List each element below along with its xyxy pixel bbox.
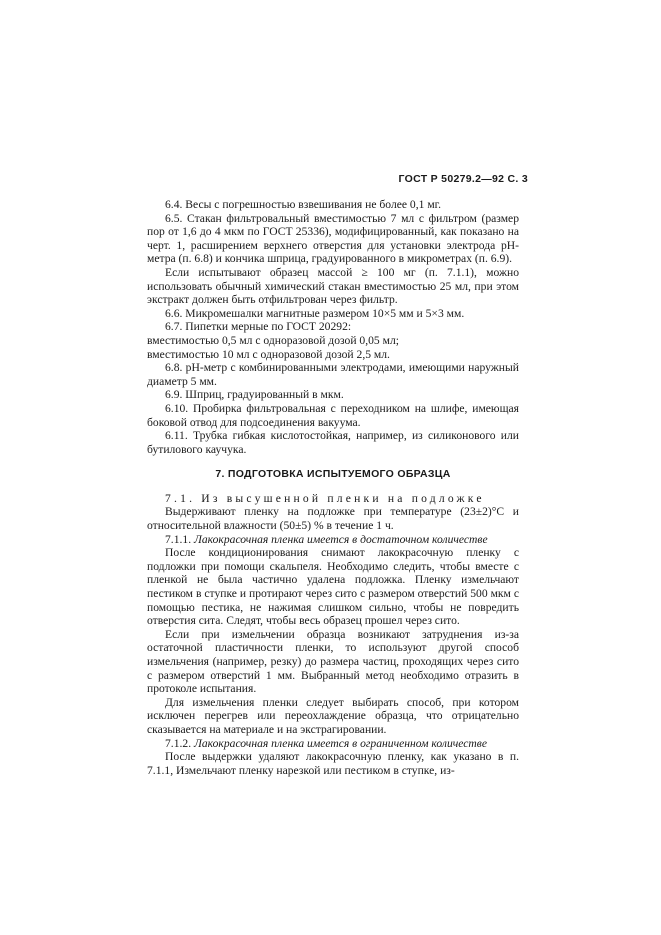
subsection-7-1-2-number: 7.1.2.	[165, 736, 192, 750]
paragraph-6-7: 6.7. Пипетки мерные по ГОСТ 20292:	[165, 320, 352, 334]
paragraph-7-1: Выдерживают пленку на подложке при температуре (23±2)°С и относительной влажности (50±5) % в течение 1 ч.	[147, 505, 519, 533]
paragraph-6-7-a: вместимостью 0,5 мл с одноразовой дозой 0,05 мл;	[147, 333, 399, 347]
paragraph-6-4: 6.4. Весы с погрешностью взвешивания не более 0,1 мг.	[165, 198, 441, 211]
paragraph-6-11: 6.11. Трубка гибкая кислотостойкая, например, из силиконового или бутилового каучука.	[147, 429, 519, 456]
paragraph-6-5: 6.5. Стакан фильтровальный вместимостью 7 мл с фильтром (размер пор от 1,6 до 4 мкм по ГОСТ 25336), модифицированный, как показано на черт. 1, расширением верхнего отверстия для установки электрода pH-метра (п. 6.8) и кончика шприца, градуированного в микрометрах (п. 6.9).	[147, 211, 519, 266]
section-heading-7: 7. ПОДГОТОВКА ИСПЫТУЕМОГО ОБРАЗЦА	[215, 468, 451, 481]
subsection-7-1-title: 7.1. Из высушенной пленки на подложке	[165, 491, 485, 505]
document-body	[147, 198, 519, 777]
paragraph-7-1-1-b: Если при измельчении образца возникают затруднения из-за остаточной пластичности пленки, то используют другой способ измельчения (например, резку) до размера частиц, проходящих через сито с размером отверстий 1 мм. Выбранный метод необходимо отразить в протоколе испытания.	[147, 627, 519, 696]
paragraph-7-1-1-a: После кондиционирования снимают лакокрасочную пленку с подложки при помощи скальпеля. Необходимо следить, чтобы вместе с пленкой не была частично удалена подложка. Пленку измельчают пестиком в ступке и протирают через сито с размером отверстий 500 мкм с помощью пестика, не нажимая слишком сильно, чтобы не повредить отверстия сита. Следят, чтобы весь образец прошел через сито.	[147, 546, 519, 628]
paragraph-6-7-b: вместимостью 10 мл с одноразовой дозой 2,5 мл.	[147, 347, 390, 361]
paragraph-7-1-2-a: После выдержки удаляют лакокрасочную пленку, как указано в п. 7.1.1, Измельчают пленку нарезкой или пестиком в ступке, из-	[147, 750, 519, 777]
paragraph-6-10: 6.10. Пробирка фильтровальная с переходником на шлифе, имеющая боковой отвод для подсоединения вакуума.	[147, 401, 519, 429]
paragraph-6-8: 6.8. pH-метр с комбинированными электродами, имеющими наружный диаметр 5 мм.	[147, 361, 519, 388]
page-header: ГОСТ Р 50279.2—92 С. 3	[398, 173, 528, 185]
subsection-7-1-2-title: Лакокрасочная пленка имеется в ограниченном количестве	[194, 736, 487, 750]
paragraph-6-6: 6.6. Микромешалки магнитные размером 10×5 мм и 5×3 мм.	[165, 306, 465, 320]
subsection-7-1-2-heading	[147, 737, 519, 751]
paragraph-6-9: 6.9. Шприц, градуированный в мкм.	[165, 388, 344, 402]
subsection-7-1-1-number: 7.1.1.	[165, 532, 192, 546]
paragraph-6-5-note: Если испытывают образец массой ≥ 100 мг (п. 7.1.1), можно использовать обычный химический стакан вместимостью 25 мл, при этом экстракт должен быть отфильтрован через фильтр.	[147, 265, 519, 307]
subsection-7-1-1-heading	[147, 533, 519, 547]
subsection-7-1-1-title: Лакокрасочная пленка имеется в достаточном количестве	[194, 532, 488, 546]
paragraph-7-1-1-c: Для измельчения пленки следует выбирать способ, при котором исключен перегрев или переохлаждение образца, что отрицательно сказывается на материале и на экстрагировании.	[147, 695, 519, 736]
